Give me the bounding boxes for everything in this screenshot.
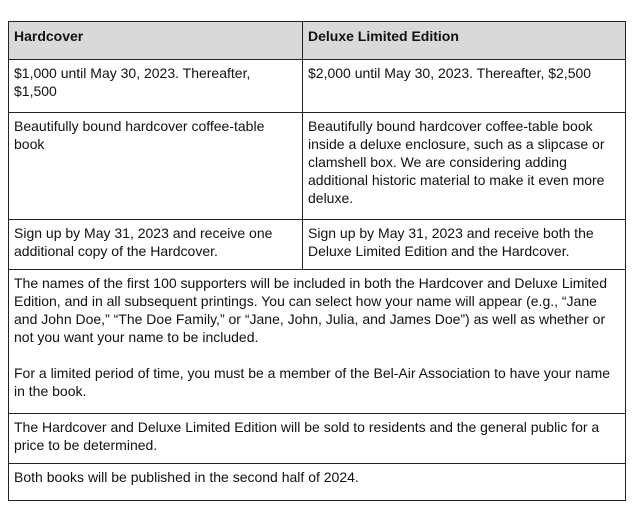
hardcover-price-cell: $1,000 until May 30, 2023. Thereafter, $1,500 [9, 60, 303, 113]
supporters-paragraph: The names of the first 100 supporters will be included in both the Hardcover and Deluxe Limited Edition, and in all subsequent printings. You can select how your name will appear (e.g., “Jane and John Doe,” “The Doe Family,” or “Jane, John, Julia, and James Doe”) as well as whether or not you want your name to be included. [14, 275, 607, 345]
supporters-names-row [9, 270, 626, 414]
supporters-names-cell [9, 270, 626, 414]
deluxe-price-cell: $2,000 until May 30, 2023. Thereafter, $2,500 [303, 60, 626, 113]
publication-row [9, 464, 626, 501]
table-header-row [9, 22, 626, 60]
publication-cell: Both books will be published in the second half of 2024. [9, 464, 626, 501]
hardcover-description-cell: Beautifully bound hardcover coffee-table book [9, 113, 303, 220]
deluxe-signup-cell: Sign up by May 31, 2023 and receive both the Deluxe Limited Edition and the Hardcover. [303, 220, 626, 270]
header-deluxe-limited-edition: Deluxe Limited Edition [303, 22, 626, 60]
price-row [9, 60, 626, 113]
signup-offer-row [9, 220, 626, 270]
edition-comparison-table [8, 21, 626, 501]
membership-paragraph: For a limited period of time, you must be a member of the Bel-Air Association to have your name in the book. [14, 365, 611, 399]
header-hardcover: Hardcover [9, 22, 303, 60]
deluxe-description-cell: Beautifully bound hardcover coffee-table book inside a deluxe enclosure, such as a slipcase or clamshell box. We are considering adding additional historic material to make it even more deluxe. [303, 113, 626, 220]
hardcover-signup-cell: Sign up by May 31, 2023 and receive one additional copy of the Hardcover. [9, 220, 303, 270]
description-row [9, 113, 626, 220]
public-sale-cell: The Hardcover and Deluxe Limited Edition will be sold to residents and the general public for a price to be determined. [9, 414, 626, 464]
public-sale-row [9, 414, 626, 464]
